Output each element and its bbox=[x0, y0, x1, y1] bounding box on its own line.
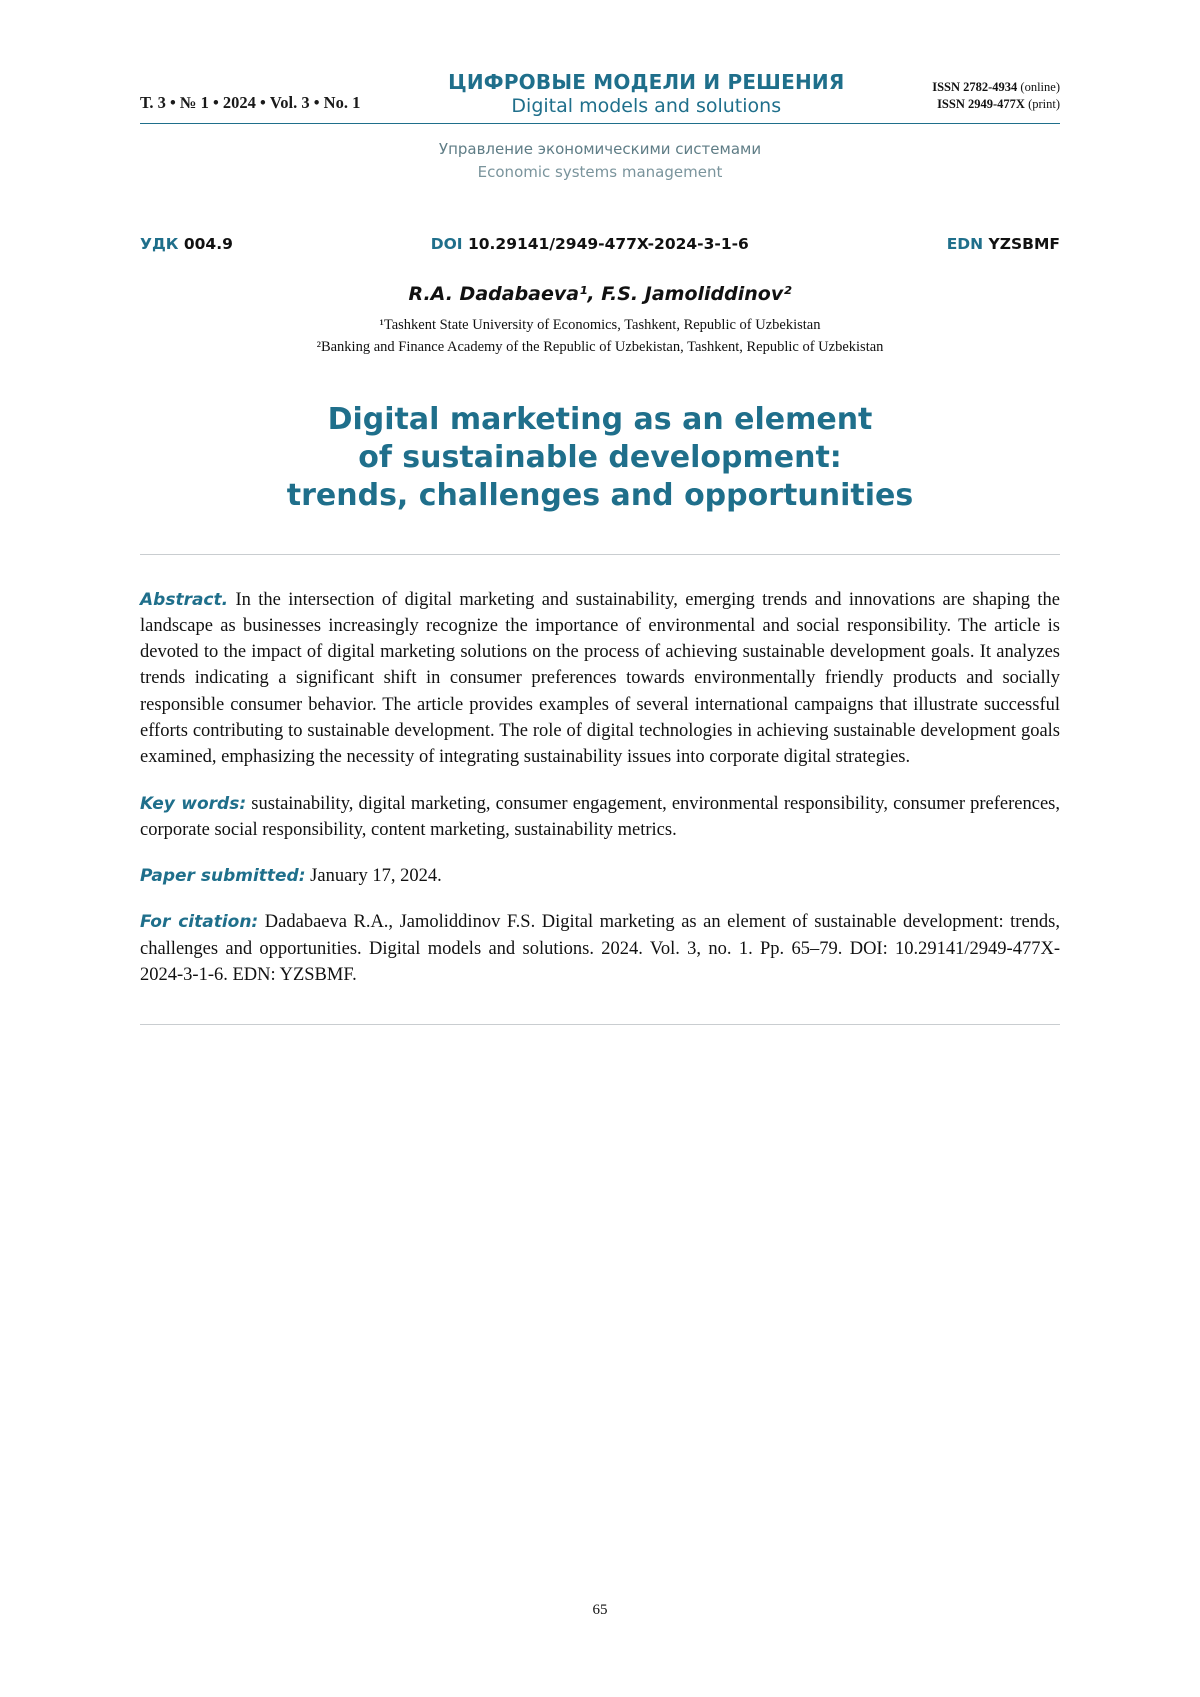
doi-label: DOI bbox=[430, 235, 463, 253]
abstract-paragraph bbox=[140, 587, 1060, 771]
issn-print-type: (print) bbox=[1028, 97, 1060, 112]
affiliation-1: ¹Tashkent State University of Economics, Tashkent, Republic of Uzbekistan bbox=[379, 317, 821, 333]
issn-print-line bbox=[932, 96, 1060, 113]
section-heading-en: Economic systems management bbox=[477, 162, 723, 181]
header-divider bbox=[140, 123, 1060, 124]
meta-row bbox=[140, 235, 1060, 253]
article-title-line-2: of sustainable development: bbox=[358, 439, 842, 475]
submitted-label: Paper submitted: bbox=[140, 866, 306, 887]
citation-text: Dadabaeva R.A., Jamoliddinov F.S. Digital marketing as an element of sustainable development: trends, challenges and opportunities. Digital models and solutions. 2024. Vol. 3, no. 1. Pp. 65–79. DOI: 10.29141/2949-477X-2024-3-1-6. EDN: YZSBMF. bbox=[140, 912, 1061, 985]
page-number: 65 bbox=[592, 1602, 608, 1618]
page-content bbox=[140, 0, 1060, 1025]
authors-line: R.A. Dadabaeva¹, F.S. Jamoliddinov² bbox=[408, 283, 792, 305]
issn-online-line bbox=[932, 79, 1060, 96]
udk-block bbox=[140, 235, 233, 253]
article-title-line-3: trends, challenges and opportunities bbox=[286, 478, 914, 514]
doi-block[interactable] bbox=[431, 235, 749, 253]
article-title-line-1: Digital marketing as an element bbox=[327, 401, 873, 437]
article-title bbox=[140, 401, 1060, 516]
journal-title bbox=[370, 70, 922, 117]
submitted-paragraph bbox=[140, 863, 1060, 889]
issn-online-type: (online) bbox=[1020, 80, 1060, 95]
udk-label: УДК bbox=[140, 235, 179, 253]
issn-block bbox=[932, 79, 1060, 117]
issn-print-number: ISSN 2949-477X bbox=[937, 97, 1025, 112]
edn-label: EDN bbox=[946, 235, 984, 253]
abstract-section bbox=[140, 587, 1060, 988]
edn-value[interactable]: YZSBMF bbox=[988, 235, 1060, 253]
doi-value[interactable]: 10.29141/2949-477X-2024-3-1-6 bbox=[467, 235, 749, 253]
section-heading bbox=[140, 138, 1060, 183]
udk-value: 004.9 bbox=[183, 235, 233, 253]
abstract-top-divider bbox=[140, 554, 1060, 555]
masthead bbox=[140, 70, 1060, 123]
keywords-paragraph bbox=[140, 791, 1060, 844]
section-heading-ru: Управление экономическими системами bbox=[438, 140, 762, 158]
edn-block[interactable] bbox=[947, 235, 1060, 253]
abstract-bottom-divider bbox=[140, 1024, 1060, 1025]
keywords-text: sustainability, digital marketing, consumer engagement, environmental responsibility, consumer preferences, corporate social responsibility, content marketing, sustainability metrics. bbox=[140, 793, 1061, 840]
affiliations bbox=[140, 315, 1060, 359]
journal-title-ru: ЦИФРОВЫЕ МОДЕЛИ И РЕШЕНИЯ bbox=[448, 70, 845, 94]
abstract-text: In the intersection of digital marketing and sustainability, emerging trends and innovations are shaping the landscape as businesses increasingly recognize the importance of environmental and social responsibility. The article is devoted to the impact of digital marketing solutions on the process of achieving sustainable development goals. It analyzes trends indicating a significant shift in consumer preferences towards environmentally friendly products and socially responsible consumer behavior. The article provides examples of several international campaigns that illustrate successful efforts contributing to sustainable development. The role of digital technologies in achieving sustainable development goals examined, emphasizing the necessity of integrating sustainability issues into corporate digital strategies. bbox=[140, 589, 1060, 768]
abstract-label: Abstract. bbox=[140, 589, 229, 610]
submitted-text: January 17, 2024. bbox=[310, 866, 442, 887]
volume-issue-line: Т. 3 • № 1 • 2024 • Vol. 3 • No. 1 bbox=[140, 93, 361, 112]
citation-paragraph bbox=[140, 909, 1060, 988]
affiliation-2: ²Banking and Finance Academy of the Republic of Uzbekistan, Tashkent, Republic of Uzbekistan bbox=[316, 338, 884, 355]
citation-label: For citation: bbox=[140, 912, 259, 933]
keywords-label: Key words: bbox=[140, 793, 247, 814]
journal-title-en: Digital models and solutions bbox=[511, 95, 782, 117]
issn-online-number: ISSN 2782-4934 bbox=[932, 80, 1018, 95]
